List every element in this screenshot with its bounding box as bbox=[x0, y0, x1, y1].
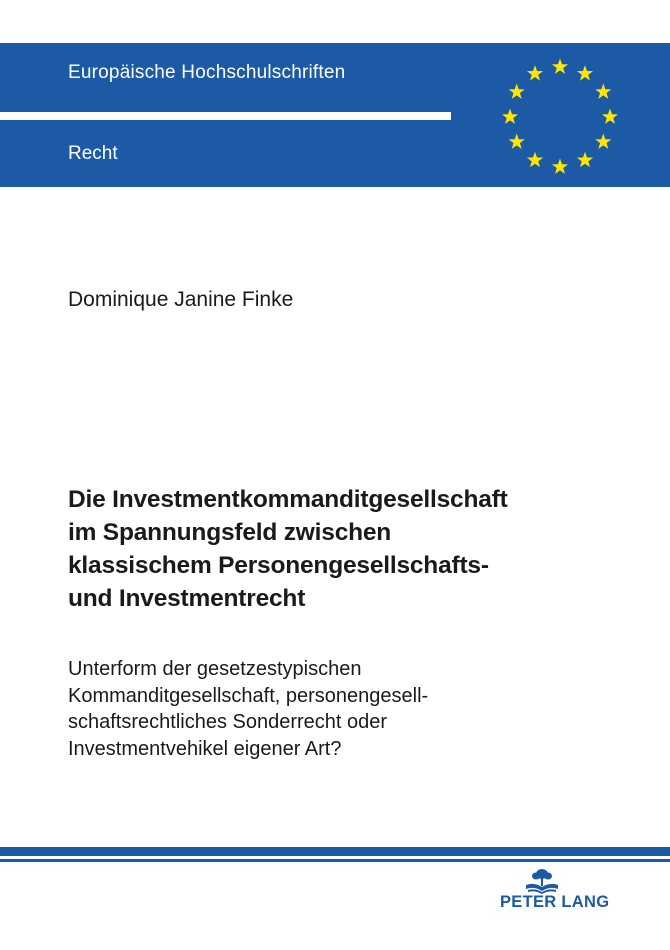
title-line: klassischem Personengesellschafts- bbox=[68, 552, 489, 579]
subtitle-line: Unterform der gesetzestypischen bbox=[68, 658, 362, 680]
series-divider bbox=[0, 112, 451, 120]
bottom-rule-thin bbox=[0, 859, 670, 862]
subseries-label: Recht bbox=[68, 143, 118, 164]
book-subtitle bbox=[68, 656, 628, 762]
book-title bbox=[68, 483, 648, 615]
series-title: Europäische Hochschulschriften bbox=[68, 62, 346, 83]
star-icon bbox=[552, 59, 568, 74]
star-icon bbox=[577, 152, 593, 167]
publisher-name: PETER LANG bbox=[500, 893, 610, 911]
subtitle-line: Kommanditgesellschaft, personengesell- bbox=[68, 684, 429, 707]
tree-book-logo-icon bbox=[522, 868, 562, 894]
star-icon bbox=[527, 152, 543, 167]
title-line: Die Investmentkommanditgesellschaft bbox=[68, 486, 508, 513]
title-line: und Investmentrecht bbox=[68, 585, 306, 612]
star-icon bbox=[595, 134, 611, 149]
bottom-rule-thick bbox=[0, 847, 670, 856]
author-name: Dominique Janine Finke bbox=[68, 288, 294, 311]
star-icon bbox=[527, 65, 543, 80]
star-icon bbox=[602, 109, 618, 124]
title-line: im Spannungsfeld zwischen bbox=[68, 519, 392, 546]
star-icon bbox=[509, 134, 525, 149]
star-icon bbox=[502, 109, 518, 124]
star-icon bbox=[577, 65, 593, 80]
subtitle-line: Investmentvehikel eigener Art? bbox=[68, 737, 342, 760]
subtitle-line: schaftsrechtliches Sonderrecht oder bbox=[68, 711, 388, 733]
star-icon bbox=[509, 84, 525, 99]
star-icon bbox=[552, 159, 568, 174]
eu-stars-icon bbox=[496, 53, 624, 181]
star-icon bbox=[595, 84, 611, 99]
